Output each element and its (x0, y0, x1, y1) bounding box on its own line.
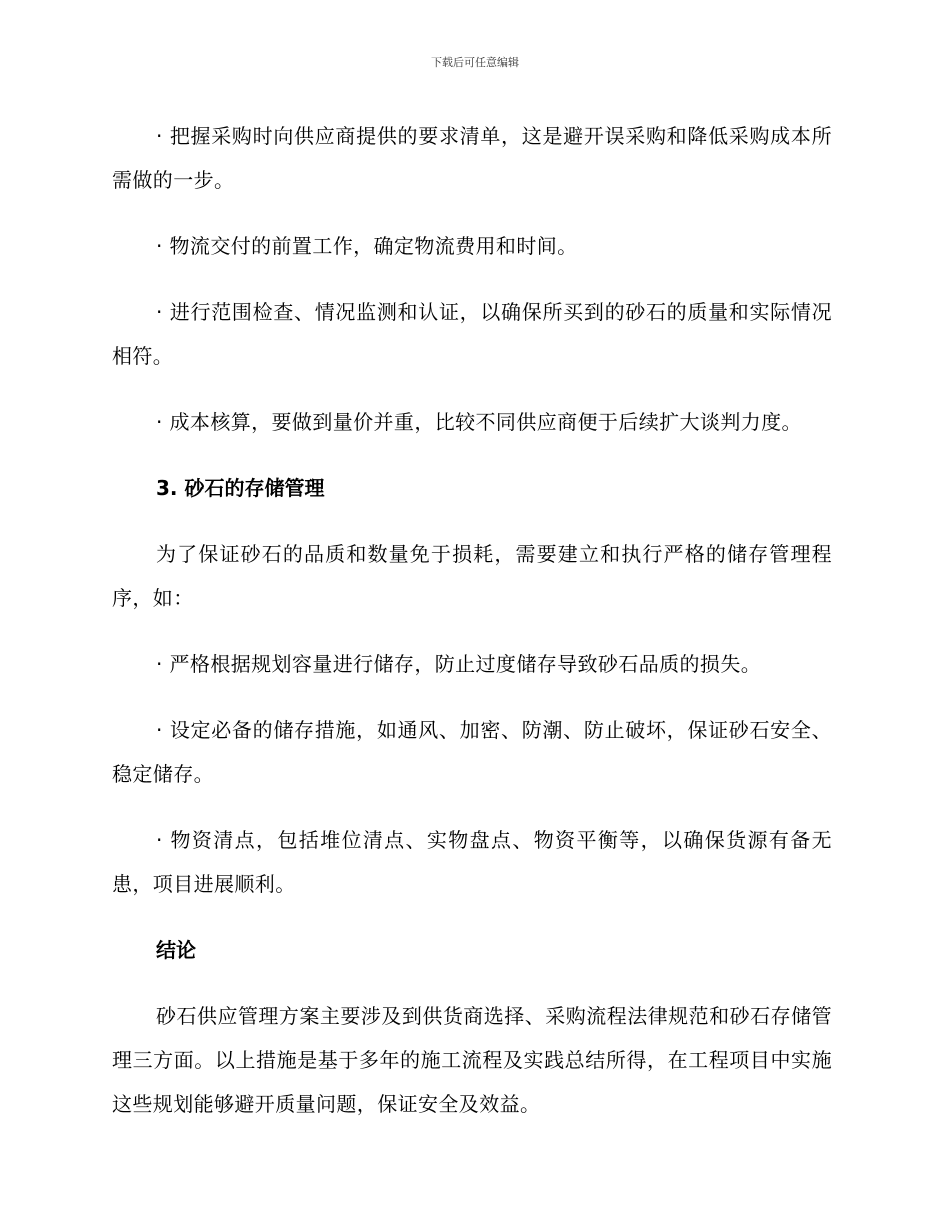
bullet-paragraph: · 物资清点，包括堆位清点、实物盘点、物资平衡等，以确保货源有备无患，项目进展顺利。 (112, 828, 832, 896)
conclusion-paragraph: 砂石供应管理方案主要涉及到供货商选择、采购流程法律规范和砂石存储管理三方面。以上措施是基于多年的施工流程及实践总结所得，在工程项目中实施这些规划能够避开质量问题，保证安全及效益。 (112, 1004, 832, 1116)
bullet-paragraph: · 严格根据规划容量进行储存，防止过度储存导致砂石品质的损失。 (156, 652, 762, 676)
bullet-paragraph: · 设定必备的储存措施，如通风、加密、防潮、防止破坏，保证砂石安全、稳定储存。 (112, 718, 832, 786)
bullet-paragraph: · 成本核算，要做到量价并重，比较不同供应商便于后续扩大谈判力度。 (156, 410, 802, 434)
bullet-paragraph: · 进行范围检查、情况监测和认证，以确保所买到的砂石的质量和实际情况相符。 (112, 300, 832, 368)
bullet-paragraph: · 把握采购时向供应商提供的要求清单，这是避开误采购和降低采购成本所需做的一步。 (112, 124, 832, 192)
bullet-paragraph: · 物流交付的前置工作，确定物流费用和时间。 (156, 234, 578, 258)
conclusion-heading: 结论 (156, 938, 196, 962)
body-paragraph: 为了保证砂石的品质和数量免于损耗，需要建立和执行严格的储存管理程序，如： (112, 542, 832, 610)
document-body (112, 114, 832, 1148)
header-note: 下载后可任意编辑 (431, 56, 519, 69)
section-heading: 3. 砂石的存储管理 (156, 476, 325, 500)
